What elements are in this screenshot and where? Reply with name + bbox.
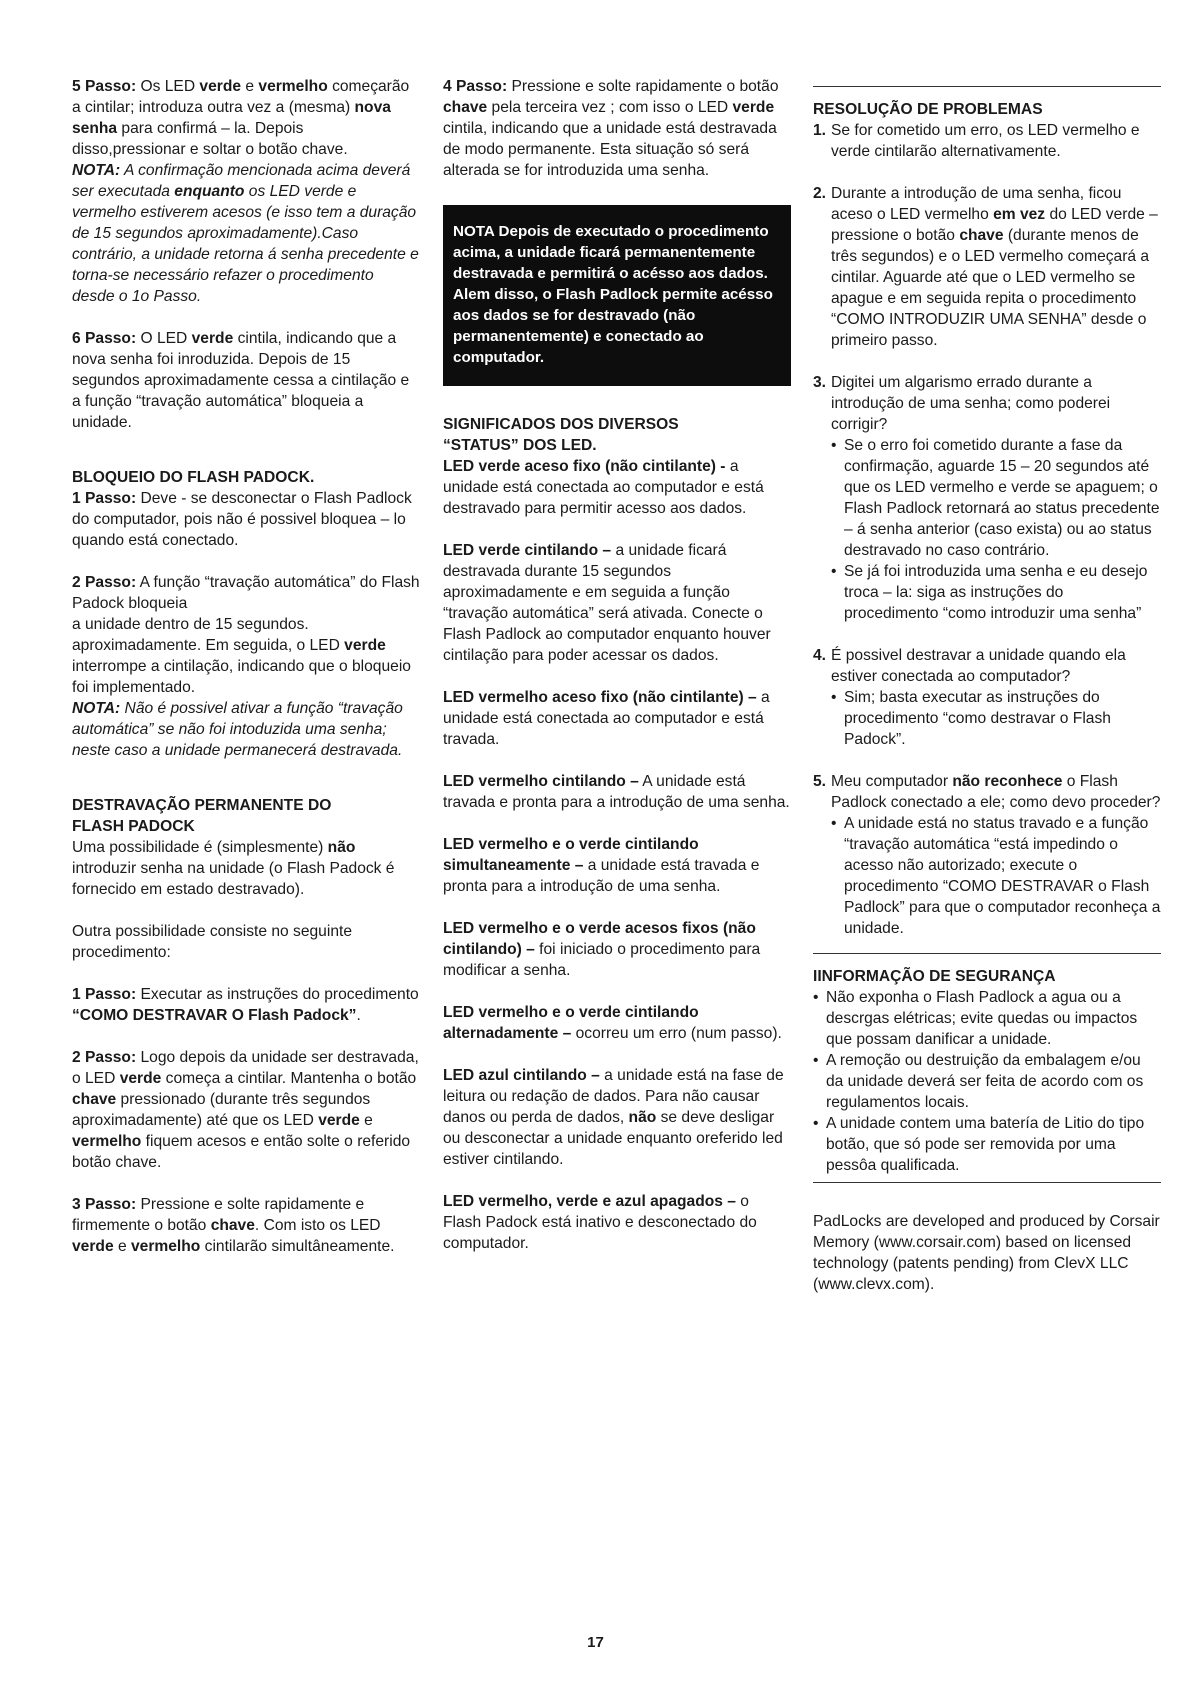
text-run: introduzir senha na unidade (o Flash Padock é fornecido em estado destravado). (72, 860, 395, 898)
left-column (72, 76, 420, 1257)
text-run: verde (344, 637, 386, 654)
section-heading-status: SIGNIFICADOS DOS DIVERSOS (443, 416, 679, 433)
safety-bullet: • Não exponha o Flash Padlock a agua ou a descrgas elétricas; evite quedas ou impactos que possam danificar a unidade. (813, 989, 1138, 1048)
text-run: a unidade dentro de 15 segundos. aproximadamente. Em seguida, o LED (72, 616, 345, 654)
item-bullet: • Se o erro foi cometido durante a fase da confirmação, aguarde 15 – 20 segundos até que os LED vermelho e verde se apaguem; o Flash Padlock retornará ao status precedente – á senha anterior (caso exista) ou ao status destravado no caso contrário. (831, 437, 1160, 559)
text-run: começarão a cintilar; introduza outra vez a (mesma) (72, 78, 410, 116)
text-run: LED vermelho, verde e azul apagados – (443, 1193, 736, 1210)
item-number: 4. (813, 647, 827, 664)
troubleshooting-item (813, 120, 1161, 162)
middle-column (443, 76, 791, 1254)
text-run: e (241, 78, 259, 95)
safety-list (813, 987, 1161, 1176)
right-column (813, 76, 1161, 1295)
section-heading-bloqueio: BLOQUEIO DO FLASH PADOCK. (72, 469, 315, 486)
text-run: a unidade ficará destravada durante 15 segundos aproximadamente e em seguida a função “travação automática” será ativada. Conecte o Flash Padlock ao computador enquanto houver cintilação para poder acessar os dados. (443, 542, 771, 664)
safety-bullet: • A unidade contem uma batería de Litio do tipo botão, que só pode ser removida por uma pessôa qualificada. (813, 1115, 1145, 1174)
text-run: LED vermelho cintilando – (443, 773, 639, 790)
text-run: Uma possibilidade é (simplesmente) (72, 839, 328, 856)
text-run: verde (72, 1238, 114, 1255)
bloqueio-step-1 (72, 488, 420, 551)
bloqueio-step-2b (72, 614, 420, 698)
text-run: LED vermelho aceso fixo (não cintilante) – (443, 689, 757, 706)
status-green-blinking (443, 540, 791, 666)
text-run: Os LED (136, 78, 200, 95)
status-all-off (443, 1191, 791, 1254)
text-run: 4 Passo: (443, 78, 508, 95)
text-run: 2 Passo: (72, 1049, 137, 1066)
text-run: interrompe a cintilação, indicando que o bloqueio foi implementado. (72, 658, 411, 696)
text-run: a unidade está conectada ao computador e está destravado para permitir acesso aos dados. (443, 458, 764, 517)
text-run: 1 Passo: (72, 490, 137, 507)
text-run: não reconhece (952, 773, 1063, 790)
status-green-fixed (443, 456, 791, 519)
section-heading-status-2: “STATUS” DOS LED. (443, 437, 597, 454)
status-red-blinking (443, 771, 791, 813)
text-run: para confirmá – la. Depois disso,pressionar e soltar o botão chave. (72, 120, 348, 158)
step-4-paragraph (443, 76, 791, 181)
status-red-green-alternating (443, 1002, 791, 1044)
text-run: verde (191, 330, 234, 347)
text-run: a unidade está na fase de leitura ou redação de dados. Para não causar danos ou perda de dados, (443, 1067, 784, 1126)
bloqueio-step-2a (72, 572, 420, 614)
text-run: a unidade está conectada ao computador e está travada. (443, 689, 770, 748)
text-run: 2 Passo: (72, 574, 137, 591)
text-run: verde (732, 99, 775, 116)
destravacao-step-2 (72, 1047, 420, 1173)
status-blue-blinking (443, 1065, 791, 1170)
text-run: NOTA: (72, 162, 121, 179)
item-bullet: • A unidade está no status travado e a função “travação automática “está impedindo o acesso não autorizado; execute o procedimento “COMO DESTRAVAR o Flash Padlock” para que o computador reconheça a unidade. (831, 815, 1161, 937)
text-run: A confirmação mencionada acima deverá ser executada (72, 162, 411, 200)
text-run: LED verde aceso fixo (não cintilante) - (443, 458, 726, 475)
status-red-fixed (443, 687, 791, 750)
text-run: cintilarão simultâneamente. (200, 1238, 395, 1255)
text-run: (durante menos de três segundos) e o LED vermelho começará a cintilar. Aguarde até que o LED vermelho se apague e em seguida repita o procedimento “COMO INTRODUZIR UMA SENHA” desde o primeiro passo. (831, 227, 1150, 349)
text-run: chave (443, 99, 488, 116)
text-run: A unidade está travada e pronta para a introdução de uma senha. (443, 773, 790, 811)
text-run: LED azul cintilando – (443, 1067, 600, 1084)
text-run: Outra possibilidade consiste no seguinte procedimento: (72, 923, 352, 961)
text-run: Pressione e solte rapidamente e firmemente o botão (72, 1196, 365, 1234)
text-run: verde (318, 1112, 360, 1129)
item-number: 5. (813, 773, 827, 790)
text-run: vermelho (72, 1133, 142, 1150)
text-run: nova senha (72, 99, 391, 137)
destravacao-step-1 (72, 984, 420, 1026)
text-run: começa a cintilar. Mantenha o botão (161, 1070, 417, 1087)
section-heading-destravacao: DESTRAVAÇÃO PERMANENTE DO (72, 797, 332, 814)
step-5-paragraph (72, 76, 420, 160)
text-run: enquanto (174, 183, 245, 200)
text-run: não (628, 1109, 657, 1126)
text-run: verde (119, 1070, 162, 1087)
text-run: LED verde cintilando – (443, 542, 612, 559)
text-run: Meu computador (831, 773, 953, 790)
text-run: pela terceira vez ; com isso o LED (487, 99, 733, 116)
text-run: a unidade está travada e pronta para a introdução de uma senha. (443, 857, 760, 895)
item-bullet: • Se já foi introduzida uma senha e eu desejo troca – la: siga as instruções do procedimento “como introduzir uma senha” (831, 563, 1148, 622)
text-run: Deve - se desconectar o Flash Padlock do computador, pois não é possivel bloquea – lo quando está conectado. (72, 490, 412, 549)
item-text (831, 771, 1161, 813)
text-run: não (327, 839, 356, 856)
page-number: 17 (587, 1634, 604, 1651)
text-run: chave (210, 1217, 255, 1234)
text-run: 5 Passo: (72, 78, 137, 95)
item-text (831, 645, 1161, 687)
troubleshooting-item (813, 645, 1161, 750)
item-number: 1. (813, 122, 827, 139)
destravacao-paragraph-1 (72, 837, 420, 900)
text-run: LED vermelho e o verde cintilando alternadamente – (443, 1004, 699, 1042)
text-run: Executar as instruções do procedimento (136, 986, 419, 1003)
text-run: A função “travação automática” do Flash Padock bloqueia (72, 574, 420, 612)
troubleshooting-item (813, 771, 1161, 939)
text-run: Digitei um algarismo errado durante a introdução de uma senha; como poderei corrigir? (831, 374, 1111, 433)
text-run: chave (959, 227, 1004, 244)
text-run: 1 Passo: (72, 986, 137, 1003)
text-run: 6 Passo: (72, 330, 137, 347)
text-run: vermelho (258, 78, 328, 95)
text-run: LED vermelho e o verde acesos fixos (não cintilando) – (443, 920, 756, 958)
troubleshooting-item (813, 183, 1161, 351)
troubleshooting-item (813, 372, 1161, 624)
text-run: É possivel destravar a unidade quando ela estiver conectada ao computador? (831, 647, 1126, 685)
text-run: se deve desligar ou desconectar a unidade enquanto oreferido led estiver cintilando. (443, 1109, 783, 1168)
step-6-paragraph (72, 328, 420, 433)
destravacao-paragraph-2 (72, 921, 420, 963)
item-text (831, 120, 1161, 162)
section-heading-resolucao: RESOLUÇÃO DE PROBLEMAS (813, 101, 1043, 118)
text-run: os LED verde e vermelho estiverem acesos (e isso tem a duração de 15 segundos aproximadamente).Caso contrário, a unidade retorna á senha precedente e torna-se necessário refazer o procedimento desde o 1o Passo. (72, 183, 419, 305)
text-run: cintila, indicando que a nova senha foi inroduzida. Depois de 15 segundos aproximadamente cessa a cintilação e a função “travação automática” bloqueia a unidade. (72, 330, 410, 431)
text-run: do LED verde – pressione o botão (831, 206, 1158, 244)
text-run: Logo depois da unidade ser destravada, o LED (72, 1049, 419, 1087)
text-run: chave (72, 1091, 117, 1108)
text-run: “COMO DESTRAVAR O Flash Padock” (72, 1007, 357, 1024)
text-run: Pressione e solte rapidamente o botão (507, 78, 779, 95)
text-run: Não é possivel ativar a função “travação automática” se não foi intoduzida uma senha; neste caso a unidade permanecerá destravada. (72, 700, 403, 759)
text-run: verde (199, 78, 242, 95)
text-run: e (359, 1112, 373, 1129)
text-run: pressionado (durante três segundos aproximadamente) até que os LED (72, 1091, 371, 1129)
text-run: Se for cometido um erro, os LED vermelho e verde cintilarão alternativamente. (831, 122, 1140, 160)
safety-bullet: • A remoção ou destruição da embalagem e/ou da unidade deverá ser feita de acordo com os regulamentos locais. (813, 1052, 1144, 1111)
item-text (831, 183, 1161, 351)
item-number: 3. (813, 374, 827, 391)
corsair-footer-text: PadLocks are developed and produced by Corsair Memory (www.corsair.com) based on licensed technology (patents pending) from ClevX LLC (www.clevx.com). (813, 1213, 1160, 1293)
text-run: 3 Passo: (72, 1196, 137, 1213)
text-run: Durante a introdução de uma senha, ficou aceso o LED vermelho (831, 185, 1122, 223)
text-run: NOTA: (72, 700, 121, 717)
section-heading-seguranca: IINFORMAÇÃO DE SEGURANÇA (813, 968, 1056, 985)
status-red-green-fixed (443, 918, 791, 981)
text-run: cintila, indicando que a unidade está destravada de modo permanente. Esta situação só será alterada se for introduzida uma senha. (443, 120, 777, 179)
text-run: LED vermelho e o verde cintilando simultaneamente – (443, 836, 699, 874)
text-run: . Com isto os LED (254, 1217, 381, 1234)
section-heading-destravacao-2: FLASH PADOCK (72, 818, 195, 835)
text-run: em vez (993, 206, 1046, 223)
text-run: O LED (136, 330, 192, 347)
text-run: foi iniciado o procedimento para modificar a senha. (443, 941, 761, 979)
troubleshooting-list (813, 120, 1161, 939)
text-run: vermelho (130, 1238, 201, 1255)
item-bullet: • Sim; basta executar as instruções do procedimento “como destravar o Flash Padock”. (831, 689, 1111, 748)
text-run: . (356, 1007, 361, 1024)
status-red-green-simultaneous (443, 834, 791, 897)
item-number: 2. (813, 185, 827, 202)
text-run: ocorreu um erro (num passo). (571, 1025, 782, 1042)
note-confirmation (72, 160, 420, 307)
note-auto-lock (72, 698, 420, 761)
text-run: o Flash Padlock conectado a ele; como devo proceder? (831, 773, 1161, 811)
note-box: NOTA Depois de executado o procedimento acima, a unidade ficará permanentemente destravada e permitirá o acésso aos dados. Alem disso, o Flash Padlock permite acésso aos dados se for destravado (não permanentemente) e conectado ao computador. (443, 205, 791, 386)
destravacao-step-3 (72, 1194, 420, 1257)
text-run: e (113, 1238, 131, 1255)
text-run: fiquem acesos e então solte o referido botão chave. (72, 1133, 411, 1171)
text-run: o Flash Padock está inativo e desconectado do computador. (443, 1193, 757, 1252)
item-text (831, 372, 1161, 435)
